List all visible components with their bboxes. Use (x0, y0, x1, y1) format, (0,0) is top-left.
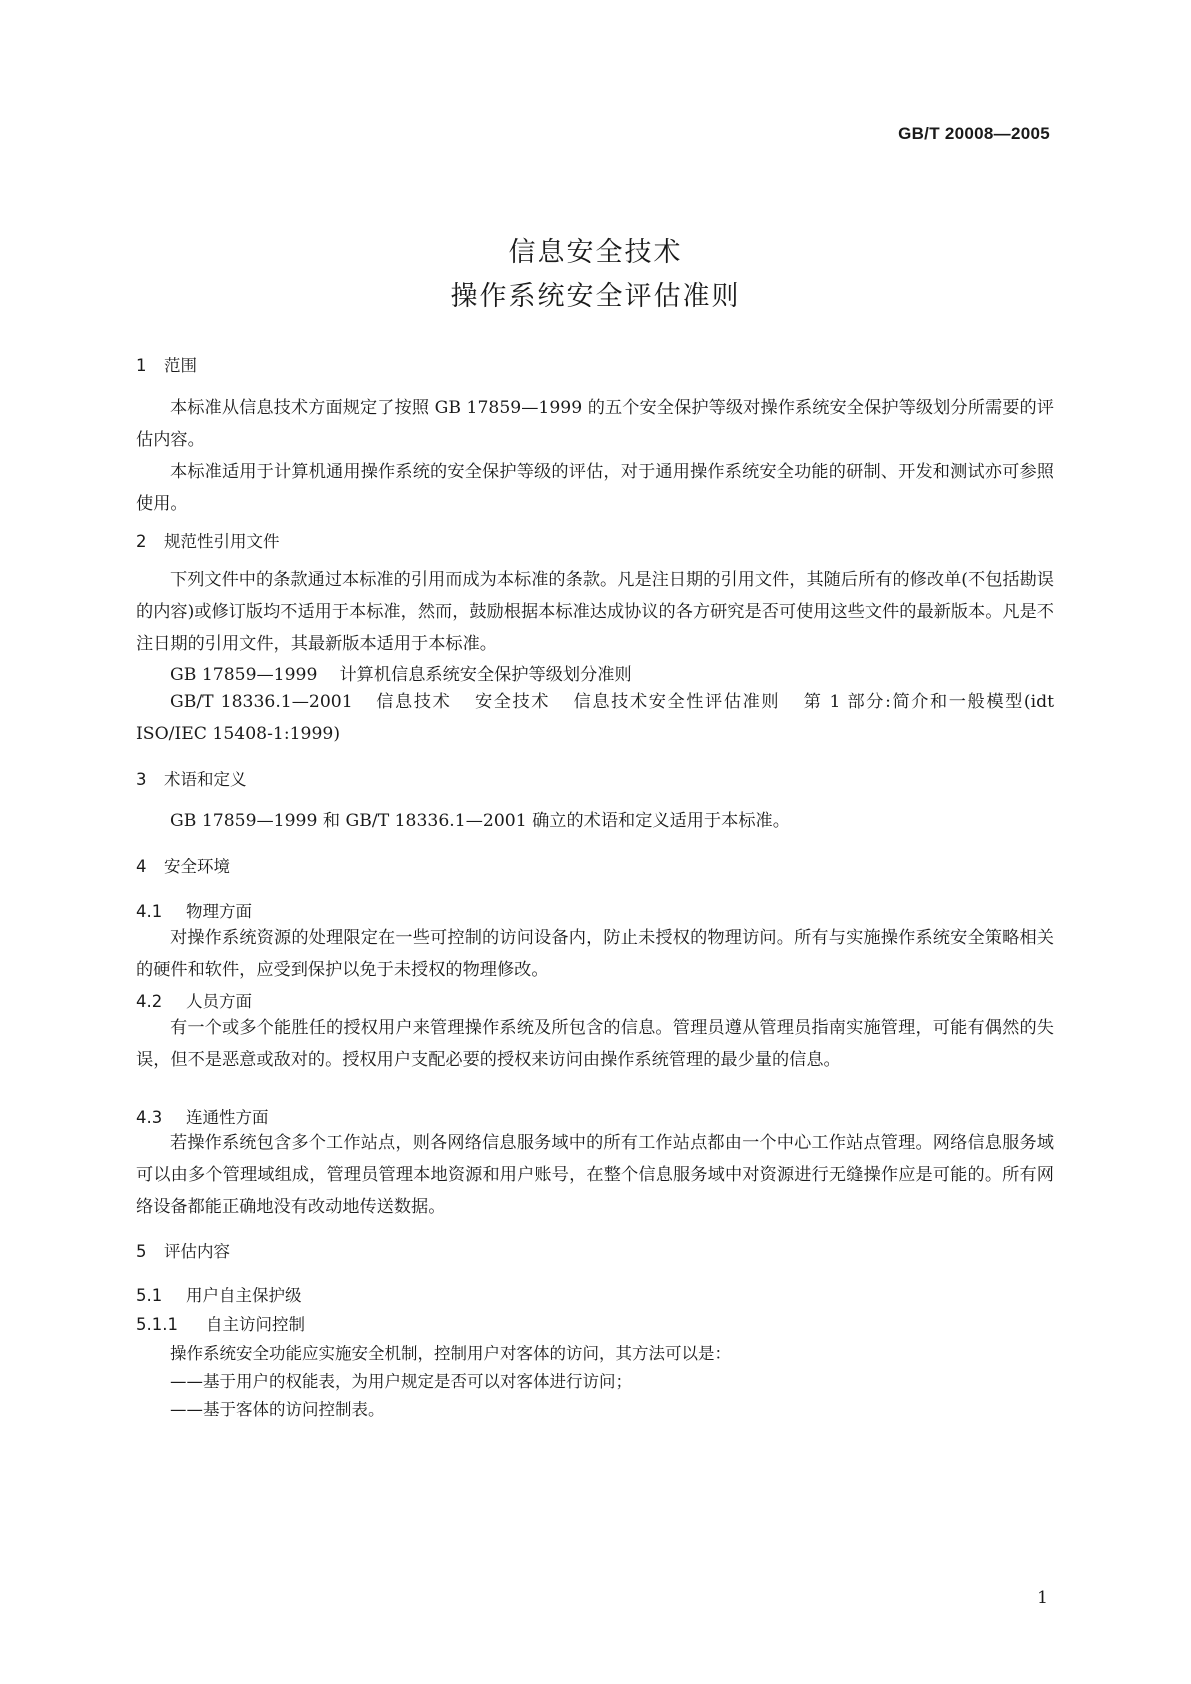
reference-code: GB/T 18336.1—2001 (170, 692, 353, 712)
reference-2 (136, 686, 1054, 750)
reference-title-part3: 信息技术安全性评估准则 (572, 692, 781, 712)
section-title: 范围 (164, 356, 197, 375)
section-5-1-1-heading (136, 1311, 305, 1335)
section-4-3-paragraph: 若操作系统包含多个工作站点，则各网络信息服务域中的所有工作站点都由一个中心工作站点管理。网络信息服务域可以由多个管理域组成，管理员管理本地资源和用户账号，在整个信息服务域中对资源进行无缝操作应是可能的。所有网络设备都能正确地没有改动地传送数据。 (136, 1133, 1054, 1217)
section-5-heading (136, 1238, 230, 1262)
section-number: 2 (136, 532, 147, 551)
section-number: 4.3 (136, 1108, 163, 1127)
section-title: 安全环境 (164, 857, 230, 876)
reference-title-part4: 第 1 部分:简介和一般模型(idt ISO/IEC 15408-1:1999) (136, 692, 1054, 744)
section-title: 连通性方面 (186, 1108, 269, 1127)
standard-code: GB/T 20008—2005 (898, 124, 1050, 143)
section-4-3-heading (136, 1104, 269, 1128)
section-4-2-heading (136, 988, 252, 1012)
section-5-1-1-line-3: ——基于客体的访问控制表。 (170, 1400, 385, 1419)
section-number: 5.1 (136, 1286, 163, 1305)
section-number: 4.2 (136, 992, 163, 1011)
section-number: 5 (136, 1242, 147, 1261)
reference-code: GB 17859—1999 (170, 665, 318, 685)
section-4-1-paragraph: 对操作系统资源的处理限定在一些可控制的访问设备内，防止未授权的物理访问。所有与实施操作系统安全策略相关的硬件和软件，应受到保护以免于未授权的物理修改。 (136, 928, 1054, 980)
section-4-heading (136, 853, 230, 877)
section-1-paragraph-1: 本标准从信息技术方面规定了按照 GB 17859—1999 的五个安全保护等级对操作系统安全保护等级划分所需要的评估内容。 (136, 398, 1054, 450)
section-number: 5.1.1 (136, 1315, 178, 1334)
section-title: 物理方面 (186, 902, 252, 921)
section-number: 4 (136, 857, 147, 876)
reference-title-part2: 安全技术 (473, 692, 551, 712)
section-5-1-heading (136, 1282, 302, 1306)
section-number: 4.1 (136, 902, 163, 921)
section-4-1-heading (136, 898, 252, 922)
section-title: 自主访问控制 (206, 1315, 305, 1334)
section-title: 评估内容 (164, 1242, 230, 1261)
section-number: 1 (136, 356, 147, 375)
section-1-heading (136, 352, 197, 376)
section-title: 术语和定义 (164, 770, 247, 789)
section-3-paragraph-1: GB 17859—1999 和 GB/T 18336.1—2001 确立的术语和定义适用于本标准。 (170, 811, 790, 831)
document-title-line1: 信息安全技术 (508, 237, 683, 268)
reference-1 (170, 660, 632, 685)
reference-title-part1: 信息技术 (374, 692, 452, 712)
section-title: 人员方面 (186, 992, 252, 1011)
section-5-1-1-line-1: 操作系统安全功能应实施安全机制，控制用户对客体的访问，其方法可以是： (170, 1344, 731, 1363)
section-4-2-paragraph: 有一个或多个能胜任的授权用户来管理操作系统及所包含的信息。管理员遵从管理员指南实施管理，可能有偶然的失误，但不是恶意或敌对的。授权用户支配必要的授权来访问由操作系统管理的最少量的信息。 (136, 1018, 1054, 1070)
section-3-heading (136, 766, 247, 790)
section-2-paragraph-1: 下列文件中的条款通过本标准的引用而成为本标准的条款。凡是注日期的引用文件，其随后所有的修改单(不包括勘误的内容)或修订版均不适用于本标准，然而，鼓励根据本标准达成协议的各方研究是否可使用这些文件的最新版本。凡是不注日期的引用文件，其最新版本适用于本标准。 (136, 570, 1054, 654)
section-title: 用户自主保护级 (186, 1286, 302, 1305)
document-title-line2: 操作系统安全评估准则 (450, 281, 741, 312)
section-number: 3 (136, 770, 147, 789)
section-2-heading (136, 528, 280, 552)
section-1-paragraph-2: 本标准适用于计算机通用操作系统的安全保护等级的评估，对于通用操作系统安全功能的研制、开发和测试亦可参照使用。 (136, 462, 1054, 514)
section-5-1-1-line-2: ——基于用户的权能表，为用户规定是否可以对客体进行访问； (170, 1372, 632, 1391)
reference-title: 计算机信息系统安全保护等级划分准则 (339, 665, 632, 685)
section-title: 规范性引用文件 (164, 532, 280, 551)
page-number: 1 (1037, 1588, 1048, 1608)
